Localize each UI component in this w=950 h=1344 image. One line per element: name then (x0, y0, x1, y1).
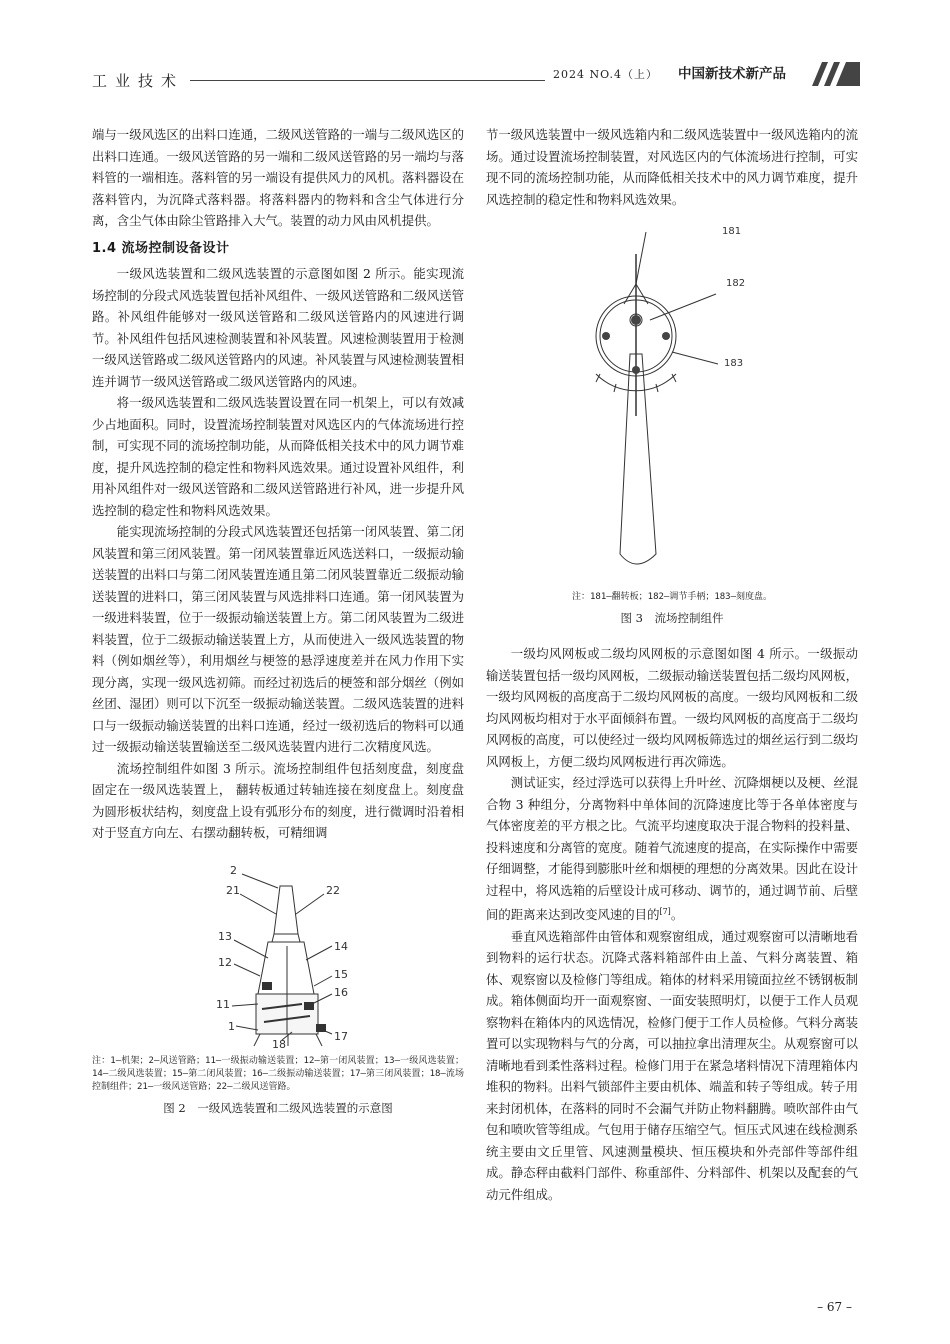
section-title: 工业技术 (92, 72, 185, 90)
paragraph-text: 测试证实，经过浮选可以获得上升叶丝、沉降烟梗以及梗、丝混合物 3 种组分，分离物料中单体间的沉降速度比等于各单体密度与气体密度差的平方根之比。气流平均速度取决于混合物料的投料量、投料速度和分离管的宽度。随着气流速度的提高，在实际操作中需要仔细调整，才能得到膨胀叶丝和烟梗的理想的分离效果。因此在设计过程中，将风选箱的后壁设计成可移动、调节的，通过调节前、后壁间的距离来达到改变风速的目的 (486, 775, 858, 923)
pivot-point (631, 315, 641, 325)
pivot-point (662, 332, 670, 340)
diagram-label: 1 (228, 1019, 235, 1033)
diagram-label: 11 (216, 997, 230, 1011)
paragraph: 能实现流场控制的分段式风选装置还包括第一闭风装置、第二闭风装置和第三闭风装置。第一闭风装置靠近风选送料口，一级振动输送装置的出料口与第二闭风装置连通且第二闭风装置靠近二级振动输送装置的进料口，第三闭风装置与风选排料口连通。第一闭风装置为一级进料装置，位于一级振动输送装置上方。第二闭风装置为二级进料装置，位于二级振动输送装置上方，从而使进入一级风选装置的物料（例如烟丝等），利用烟丝与梗签的悬浮速度差并在风力作用下实现分离，实现一级风选初筛。而经过初选后的梗签和部分烟丝（例如丝团、湿团）则可以下沉至一级振动输送装置。二级风选装置的进料口与一级振动输送装置的出料口连通，经过一级初选后的物料可以通过一级振动输送装置输送至二级风选装置内进行二次精度风选。 (92, 524, 464, 754)
left-column (92, 124, 464, 1120)
flow-control-diagram (486, 224, 858, 584)
diagram-label: 22 (326, 883, 340, 897)
diagram-label: 18 (272, 1037, 286, 1049)
pivot-point (632, 366, 640, 374)
journal-title: 中国新技术新产品 (678, 66, 786, 82)
issue-label: 2024 NO.4（上） (553, 68, 658, 81)
diagram-label: 2 (230, 863, 237, 877)
paragraph: 流场控制组件如图 3 所示。流场控制组件包括刻度盘，刻度盘固定在一级风选装置上， 翻转板通过转轴连接在刻度盘上。刻度盘为圆形板状结构，刻度盘上设有弧形分布的刻度，进行微调时沿着相对于竖直方向左、右摆动翻转板，可精细调 (92, 760, 464, 840)
figure-note: 注：1—机架；2—风送管路；11—一级振动输送装置；12—第一闭风装置；13—一级风选装置；14—二级风选装置；15—第二闭风装置；16—二级振动输送装置；17—第三闭风装置；18—流场控制组件；21—一级风送管路；22—二级风送管路。 (92, 1056, 464, 1092)
figure-3 (486, 224, 858, 629)
diagram-label: 16 (334, 985, 348, 999)
pivot-point (602, 332, 610, 340)
section-heading: 1.4 流场控制设备设计 (92, 240, 230, 256)
reference-mark[interactable]: [7] (659, 907, 671, 916)
page-number: – 67 – (817, 1300, 852, 1314)
diagram-label: 181 (722, 226, 742, 237)
closing-device (304, 1002, 314, 1010)
paragraph: 节一级风选装置中一级风选箱内和二级风选装置中一级风选箱内的流场。通过设置流场控制装置，对风选区内的气体流场进行控制，可实现不同的流场控制功能，从而降低相关技术中的风力调节难度，提升风选控制的稳定性和物料风选效果。 (486, 127, 858, 207)
paragraph-end: 。 (670, 907, 684, 923)
diagram-label: 17 (334, 1029, 348, 1043)
paragraph: 垂直风选箱部件由管体和观察窗组成，通过观察窗可以清晰地看到物料的运行状态。沉降式落料箱部件由上盖、气料分离装置、箱体、观察窗以及检修门等组成。箱体的材料采用镜面拉丝不锈钢板制成。箱体侧面均开一面观察窗、一面安装照明灯，以便于工作人员观察物料在箱体内的风选情况，检修门便于工作人员检修。气料分离装置可以实现物料与气的分离，可以抽拉拿出清理灰尘。从观察窗可以清晰地看到柔性落料过程。检修门用于在紧急堵料情况下清理箱体内堆积的物料。出料气锁部件主要由机体、端盖和转子等组成。转子用来封闭机体，在落料的同时不会漏气并防止物料翻腾。喷吹部件由气包和喷吹管等组成。气包用于储存压缩空气。恒压式风速在线检测系统主要由文丘里管、风速测量模块、恒压模块和外壳部件等部件组成。静态秤由截料门部件、称重部件、分料部件、机架以及配套的气动元件组成。 (486, 928, 858, 1202)
right-column (486, 124, 858, 1205)
paragraph (486, 772, 858, 926)
paragraph: 一级均风网板或二级均风网板的示意图如图 4 所示。一级振动输送装置包括一级均风网板，二级振动输送装置包括二级均风网板，一级均风网板的高度高于二级均风网板的高度。一级均风网板和二级均风网板均相对于水平面倾斜布置。一级均风网板的高度高于二级均风网板的高度，可以使经过一级均风网板筛选过的烟丝运行到二级均风网板上，方便二级均风网板进行再次筛选。 (486, 646, 858, 769)
diagram-label: 15 (334, 967, 348, 981)
header-stripes-icon (812, 60, 860, 86)
figure-2 (92, 864, 464, 1120)
closing-device (316, 1024, 326, 1032)
figure-caption: 图 3 流场控制组件 (620, 610, 724, 625)
figure-note: 注：181—翻转板；182—调节手柄；183—刻度盘。 (571, 591, 773, 602)
equipment-diagram (92, 864, 464, 1049)
diagram-label: 14 (334, 939, 348, 953)
figure-caption: 图 2 一级风选装置和二级风选装置的示意图 (163, 1101, 393, 1115)
diagram-label: 182 (726, 278, 746, 289)
paragraph: 将一级风选装置和二级风选装置设置在同一机架上，可以有效减少占地面积。同时，设置流场控制装置对风选区内的气体流场进行控制，可实现不同的流场控制功能，从而降低相关技术中的风力调节难度，提升风选控制的稳定性和物料风选效果。通过设置补风组件，利用补风组件对一级风送管路和二级风送管路进行补风，进一步提升风选控制的稳定性和物料风选效果。 (92, 395, 464, 518)
closing-device (262, 982, 272, 990)
header-rule (190, 80, 545, 81)
diagram-label: 13 (218, 929, 232, 943)
diagram-label: 12 (218, 955, 232, 969)
diagram-label: 21 (226, 883, 240, 897)
paragraph: 端与一级风选区的出料口连通，二级风送管路的一端与二级风选区的出料口连通。一级风送管路的另一端和二级风送管路的另一端均与落料管的一端相连。落料管的另一端设有提供风力的风机。落料器设在落料管内，为沉降式落料器。将落料器内的物料和含尘气体进行分离，含尘气体由除尘管路排入大气。装置的动力风由风机提供。 (92, 127, 464, 228)
paragraph: 一级风选装置和二级风选装置的示意图如图 2 所示。能实现流场控制的分段式风选装置包括补风组件、一级风送管路和二级风送管路。补风组件能够对一级风送管路和二级风送管路内的风速进行调节。补风组件包括风速检测装置和补风装置。风速检测装置用于检测一级风送管路或二级风送管路内的风速。补风装置与风速检测装置相连并调节一级风送管路或二级风送管路内的风速。 (92, 266, 464, 389)
diagram-label: 183 (724, 358, 744, 369)
